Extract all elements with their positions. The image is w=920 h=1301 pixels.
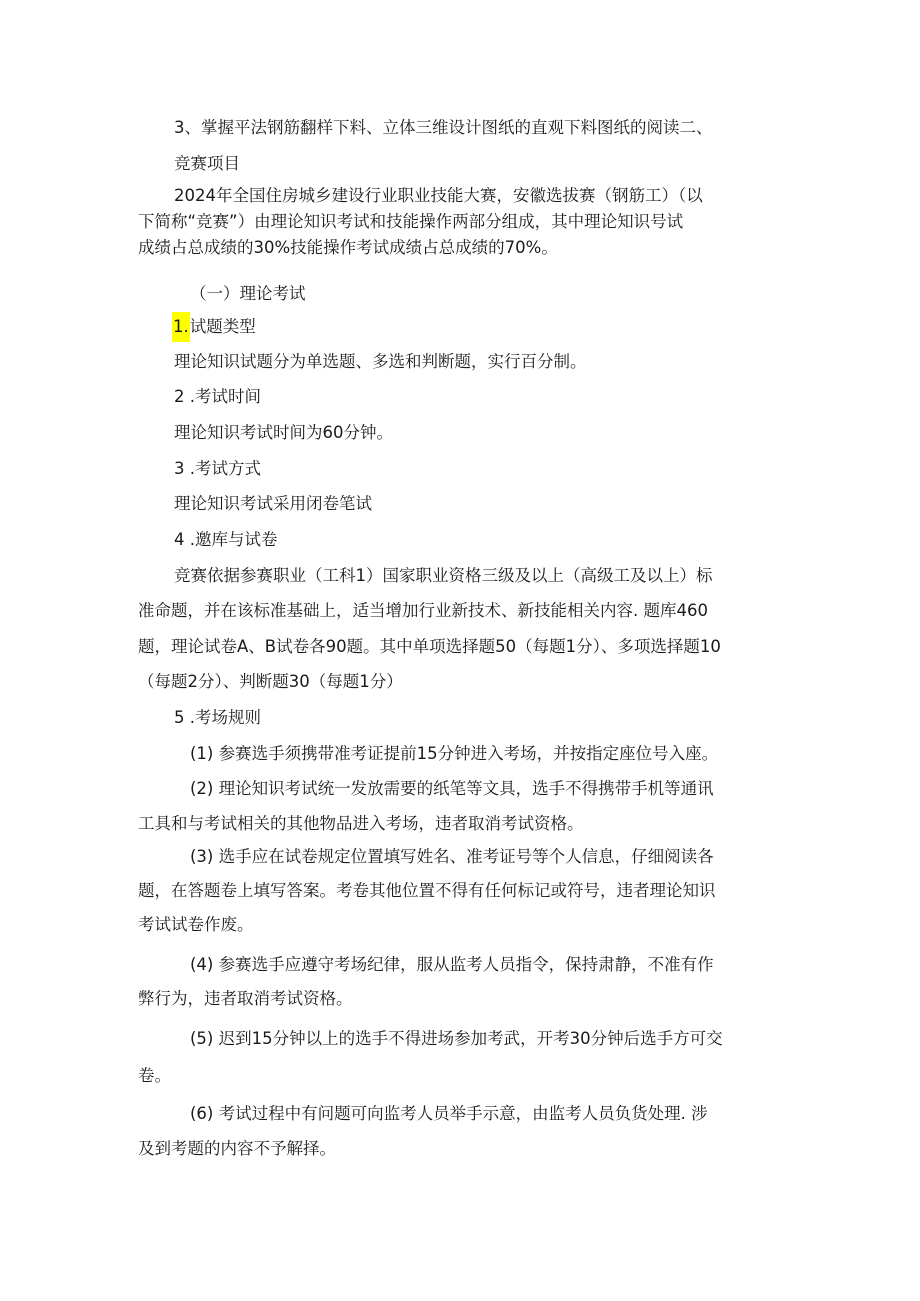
item-1-heading [172,312,256,342]
question-types-text: 理论知识试题分为单选题、多选和判断题，实行百分制。 [174,352,587,371]
question-bank-paragraph-line-2: 准命题，并在该标准基础上，适当增加行业新技术、新技能相关内容. 题库460 [138,601,708,620]
subsection-heading-theory-exam: （一）理论考试 [190,284,306,303]
item-4-heading: 4 .邀库与试卷 [174,530,278,549]
rule-4-line-1: (4) 参赛选手应遵守考场纪律，服从监考人员指令，保持肃静，不准有作 [190,955,714,974]
question-bank-paragraph-line-3: 题，理论试卷A、B试卷各90题。其中单项选择题50（每题1分）、多项选择题10 [138,637,721,656]
rule-6-line-2: 及到考题的内容不予解择。 [138,1139,336,1158]
item-1-heading-text: 试题类型 [189,317,256,336]
intro-paragraph-line-1: 2024年全国住房城乡建设行业职业技能大赛，安徽选拔赛（钢筋工）（以 [174,186,703,205]
rule-2-line-2: 工具和与考试相关的其他物品进入考场，违者取消考试资格。 [138,814,584,833]
rule-2-line-1: (2) 理论知识考试统一发放需要的纸笔等文具，选手不得携带手机等通讯 [190,779,714,798]
intro-paragraph-line-3: 成绩占总成绩的30%技能操作考试成绩占总成绩的70%。 [138,238,558,257]
rule-5-line-2: 卷。 [138,1066,171,1085]
exam-time-text: 理论知识考试时间为60分钟。 [174,423,393,442]
item-2-heading: 2 .考试时间 [174,387,261,406]
item-5-heading: 5 .考场规则 [174,708,261,727]
rule-4-line-2: 弊行为，违者取消考试资格。 [138,989,353,1008]
intro-paragraph-line-2: 下简称“竞赛”）由理论知识考试和技能操作两部分组成，其中理论知识号试 [138,212,684,231]
rule-3-line-1: (3) 选手应在试卷规定位置填写姓名、准考证号等个人信息，仔细阅读各 [190,847,714,866]
rule-6-line-1: (6) 考试过程中有问题可向监考人员举手示意，由监考人员负货处理. 涉 [190,1104,708,1123]
objective-line-3: 3、掌握平法钢筋翻样下料、立体三维设计图纸的直观下料图纸的阅读二、 [174,118,713,137]
exam-method-text: 理论知识考试采用闭卷笔试 [174,494,372,513]
question-bank-paragraph-line-4: （每题2分）、判断题30（每题1分） [138,672,403,691]
rule-5-line-1: (5) 迟到15分钟以上的选手不得进场参加考武，开考30分钟后选手方可交 [190,1029,723,1048]
item-3-heading: 3 .考试方式 [174,459,261,478]
question-bank-paragraph-line-1: 竞赛依据参赛职业（工科1）国家职业资格三级及以上（高级工及以上）标 [174,566,713,585]
section-heading-competition-items: 竞赛项目 [174,154,240,173]
rule-3-line-3: 考试试卷作废。 [138,915,254,934]
highlight-mark: 1. [172,312,190,342]
rule-1-line-1: (1) 参赛选手须携带准考证提前15分钟进入考场，并按指定座位号入座。 [190,744,719,763]
rule-3-line-2: 题，在答题卷上填写答案。考卷其他位置不得有任何标记或符号，违者理论知识 [138,881,716,900]
